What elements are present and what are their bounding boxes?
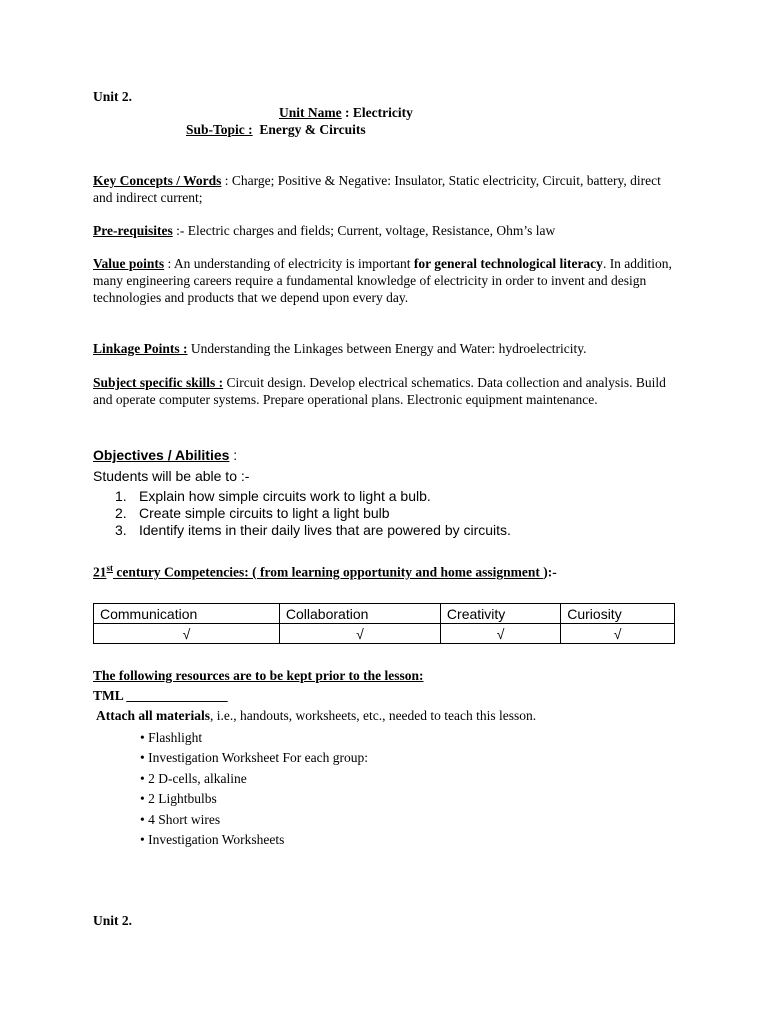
unit-name-line [279,105,413,121]
key-concepts-label: Key Concepts / Words [93,173,222,188]
prerequisites-label: Pre-requisites [93,223,173,238]
sub-topic-label: Sub-Topic : [186,122,253,137]
checkmark-cell: √ [561,624,675,644]
list-item: • Investigation Worksheets [140,832,285,848]
resources-list [140,728,368,850]
tml-line: TML _______________ [93,688,228,703]
list-item: • Flashlight [140,730,203,745]
table-cell: Curiosity [561,604,675,624]
linkage-points-paragraph [93,340,683,357]
objective-item: 3. Identify items in their daily lives that are powered by circuits. [115,522,511,538]
objectives-heading-line [93,447,237,463]
objectives-heading: Objectives / Abilities [93,447,230,463]
subject-skills-text: Circuit design. Develop electrical schematics. Data collection and analysis. Build and operate computer systems. Prepare operational plans. Electronic equipment maintenance. [93,375,666,407]
objectives-list [115,488,511,539]
list-item: • 4 Short wires [140,811,221,827]
objective-item: 2. Create simple circuits to light a light bulb [115,505,390,521]
checkmark-cell: √ [94,624,280,644]
table-cell: Creativity [440,604,560,624]
table-header-row [94,604,675,624]
list-item: • 2 Lightbulbs [140,791,217,807]
list-item: • Investigation Worksheet For each group: [140,750,368,766]
table-row [94,624,675,644]
competencies-heading: 21st century Competencies: ( from learning opportunity and home assignment ):- [93,563,557,580]
prerequisites-paragraph [93,222,683,239]
unit-name-sep: : [341,105,353,120]
subject-skills-paragraph [93,374,683,408]
value-points-text-after: . In addition, many engineering careers require a fundamental knowledge of electricity in order to invent and design technologies and products that we depend upon every day. [93,256,672,305]
checkmark-cell: √ [279,624,440,644]
competencies-table [93,603,675,644]
table-cell: Communication [94,604,280,624]
unit-name-label: Unit Name [279,105,342,120]
prerequisites-text: :- Electric charges and fields; Current, voltage, Resistance, Ohm’s law [172,223,556,238]
list-item: • 2 D-cells, alkaline [140,770,247,786]
value-points-paragraph [93,255,683,306]
linkage-points-label: Linkage Points : [93,341,188,356]
checkmark-cell: √ [440,624,560,644]
unit-heading: Unit 2. [93,89,133,104]
objective-item: 1. Explain how simple circuits work to light a bulb. [115,488,431,504]
value-points-bold: for general technological literacy [413,256,603,271]
value-points-label: Value points [93,256,165,271]
linkage-points-text: Understanding the Linkages between Energy and Water: hydroelectricity. [187,341,587,356]
sub-topic-line [186,122,366,138]
key-concepts-text: : Charge; Positive & Negative: Insulator, Static electricity, Circuit, battery, direct and indirect current; [93,173,661,205]
footer-unit-heading: Unit 2. [93,913,133,928]
value-points-text-before: : An understanding of electricity is important [164,256,414,271]
unit-name-value: Electricity [352,105,413,120]
subject-skills-label: Subject specific skills : [93,375,224,390]
table-cell: Collaboration [279,604,440,624]
objectives-intro: Students will be able to :- [93,468,250,484]
objectives-heading-suffix: : [229,447,238,463]
attach-line: Attach all materials, i.e., handouts, worksheets, etc., needed to teach this lesson. [96,708,537,723]
sub-topic-value: Energy & Circuits [259,122,366,137]
key-concepts-paragraph [93,172,683,206]
resources-heading: The following resources are to be kept prior to the lesson: [93,668,424,683]
